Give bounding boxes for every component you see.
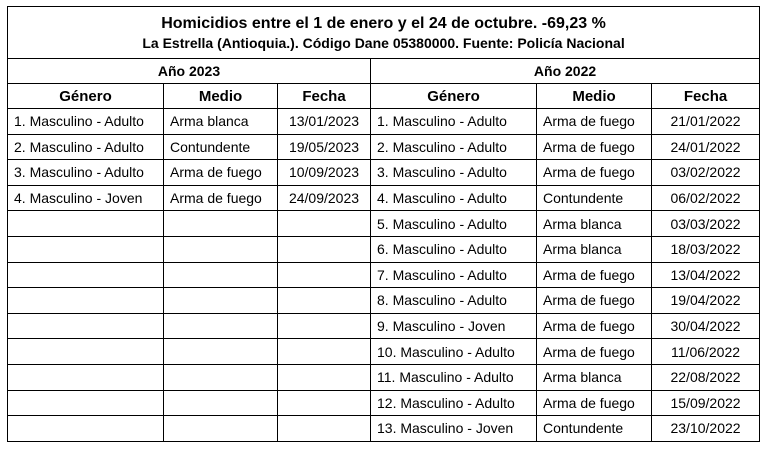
medio-cell-2023: Arma de fuego xyxy=(164,185,278,211)
fecha-cell-2023: 10/09/2023 xyxy=(278,160,371,186)
medio-cell-2022: Arma de fuego xyxy=(537,313,652,339)
fecha-cell-2023: 13/01/2023 xyxy=(278,109,371,135)
medio-cell-2023 xyxy=(164,211,278,237)
fecha-cell-2023 xyxy=(278,211,371,237)
medio-cell-2023: Arma blanca xyxy=(164,109,278,135)
fecha-cell-2023 xyxy=(278,236,371,262)
report-subtitle: La Estrella (Antioquia.). Código Dane 05380000. Fuente: Policía Nacional xyxy=(142,34,625,51)
medio-cell-2022: Arma de fuego xyxy=(537,390,652,416)
genero-cell-2022: 5. Masculino - Adulto xyxy=(371,211,537,237)
table-row xyxy=(8,364,760,390)
fecha-cell-2022: 22/08/2022 xyxy=(652,364,760,390)
table-row xyxy=(8,339,760,365)
fecha-cell-2023 xyxy=(278,288,371,314)
medio-cell-2023: Contundente xyxy=(164,134,278,160)
genero-cell-2023 xyxy=(8,390,164,416)
column-header-fecha-2022: Fecha xyxy=(652,84,760,109)
genero-cell-2023 xyxy=(8,313,164,339)
medio-cell-2022: Arma de fuego xyxy=(537,109,652,135)
homicide-table xyxy=(7,6,760,442)
fecha-cell-2023 xyxy=(278,339,371,365)
table-row xyxy=(8,288,760,314)
medio-cell-2023: Arma de fuego xyxy=(164,160,278,186)
medio-cell-2022: Contundente xyxy=(537,185,652,211)
medio-cell-2022: Arma blanca xyxy=(537,236,652,262)
table-row xyxy=(8,390,760,416)
genero-cell-2023: 1. Masculino - Adulto xyxy=(8,109,164,135)
table-row xyxy=(8,109,760,135)
fecha-cell-2022: 11/06/2022 xyxy=(652,339,760,365)
genero-cell-2023 xyxy=(8,364,164,390)
genero-cell-2022: 2. Masculino - Adulto xyxy=(371,134,537,160)
year-2022-header: Año 2022 xyxy=(371,59,760,84)
genero-cell-2023 xyxy=(8,236,164,262)
report-title: Homicidios entre el 1 de enero y el 24 de octubre. -69,23 % xyxy=(161,14,606,32)
genero-cell-2023 xyxy=(8,416,164,442)
table-row xyxy=(8,236,760,262)
column-header-genero-2022: Género xyxy=(371,84,537,109)
column-header-genero-2023: Género xyxy=(8,84,164,109)
medio-cell-2022: Arma de fuego xyxy=(537,288,652,314)
fecha-cell-2023 xyxy=(278,313,371,339)
genero-cell-2023: 3. Masculino - Adulto xyxy=(8,160,164,186)
genero-cell-2022: 11. Masculino - Adulto xyxy=(371,364,537,390)
table-row xyxy=(8,160,760,186)
medio-cell-2023 xyxy=(164,313,278,339)
genero-cell-2023 xyxy=(8,339,164,365)
genero-cell-2022: 13. Masculino - Joven xyxy=(371,416,537,442)
column-header-fecha-2023: Fecha xyxy=(278,84,371,109)
fecha-cell-2022: 06/02/2022 xyxy=(652,185,760,211)
fecha-cell-2022: 03/03/2022 xyxy=(652,211,760,237)
medio-cell-2022: Arma blanca xyxy=(537,364,652,390)
genero-cell-2022: 3. Masculino - Adulto xyxy=(371,160,537,186)
fecha-cell-2023: 24/09/2023 xyxy=(278,185,371,211)
medio-cell-2023 xyxy=(164,262,278,288)
genero-cell-2023 xyxy=(8,262,164,288)
medio-cell-2022: Arma de fuego xyxy=(537,339,652,365)
medio-cell-2023 xyxy=(164,390,278,416)
table-row xyxy=(8,134,760,160)
table-row xyxy=(8,185,760,211)
column-header-medio-2022: Medio xyxy=(537,84,652,109)
fecha-cell-2023 xyxy=(278,262,371,288)
medio-cell-2023 xyxy=(164,364,278,390)
fecha-cell-2023 xyxy=(278,364,371,390)
year-2023-header: Año 2023 xyxy=(8,59,371,84)
medio-cell-2023 xyxy=(164,236,278,262)
medio-cell-2023 xyxy=(164,339,278,365)
genero-cell-2023 xyxy=(8,211,164,237)
medio-cell-2022: Arma de fuego xyxy=(537,262,652,288)
fecha-cell-2022: 30/04/2022 xyxy=(652,313,760,339)
genero-cell-2022: 1. Masculino - Adulto xyxy=(371,109,537,135)
genero-cell-2023: 4. Masculino - Joven xyxy=(8,185,164,211)
medio-cell-2022: Arma de fuego xyxy=(537,160,652,186)
genero-cell-2023 xyxy=(8,288,164,314)
genero-cell-2022: 10. Masculino - Adulto xyxy=(371,339,537,365)
genero-cell-2023: 2. Masculino - Adulto xyxy=(8,134,164,160)
table-row xyxy=(8,262,760,288)
table-body xyxy=(8,109,760,442)
fecha-cell-2022: 24/01/2022 xyxy=(652,134,760,160)
medio-cell-2022: Arma de fuego xyxy=(537,134,652,160)
genero-cell-2022: 4. Masculino - Adulto xyxy=(371,185,537,211)
medio-cell-2022: Contundente xyxy=(537,416,652,442)
table-row xyxy=(8,313,760,339)
table-row xyxy=(8,211,760,237)
fecha-cell-2022: 23/10/2022 xyxy=(652,416,760,442)
fecha-cell-2022: 15/09/2022 xyxy=(652,390,760,416)
fecha-cell-2022: 18/03/2022 xyxy=(652,236,760,262)
homicide-report xyxy=(7,6,759,446)
fecha-cell-2022: 19/04/2022 xyxy=(652,288,760,314)
fecha-cell-2022: 03/02/2022 xyxy=(652,160,760,186)
table-row xyxy=(8,416,760,442)
genero-cell-2022: 7. Masculino - Adulto xyxy=(371,262,537,288)
genero-cell-2022: 8. Masculino - Adulto xyxy=(371,288,537,314)
genero-cell-2022: 12. Masculino - Adulto xyxy=(371,390,537,416)
column-header-medio-2023: Medio xyxy=(164,84,278,109)
medio-cell-2023 xyxy=(164,288,278,314)
fecha-cell-2023 xyxy=(278,390,371,416)
fecha-cell-2023: 19/05/2023 xyxy=(278,134,371,160)
fecha-cell-2022: 13/04/2022 xyxy=(652,262,760,288)
fecha-cell-2022: 21/01/2022 xyxy=(652,109,760,135)
genero-cell-2022: 9. Masculino - Joven xyxy=(371,313,537,339)
fecha-cell-2023 xyxy=(278,416,371,442)
report-header xyxy=(8,7,760,59)
medio-cell-2023 xyxy=(164,416,278,442)
genero-cell-2022: 6. Masculino - Adulto xyxy=(371,236,537,262)
medio-cell-2022: Arma blanca xyxy=(537,211,652,237)
